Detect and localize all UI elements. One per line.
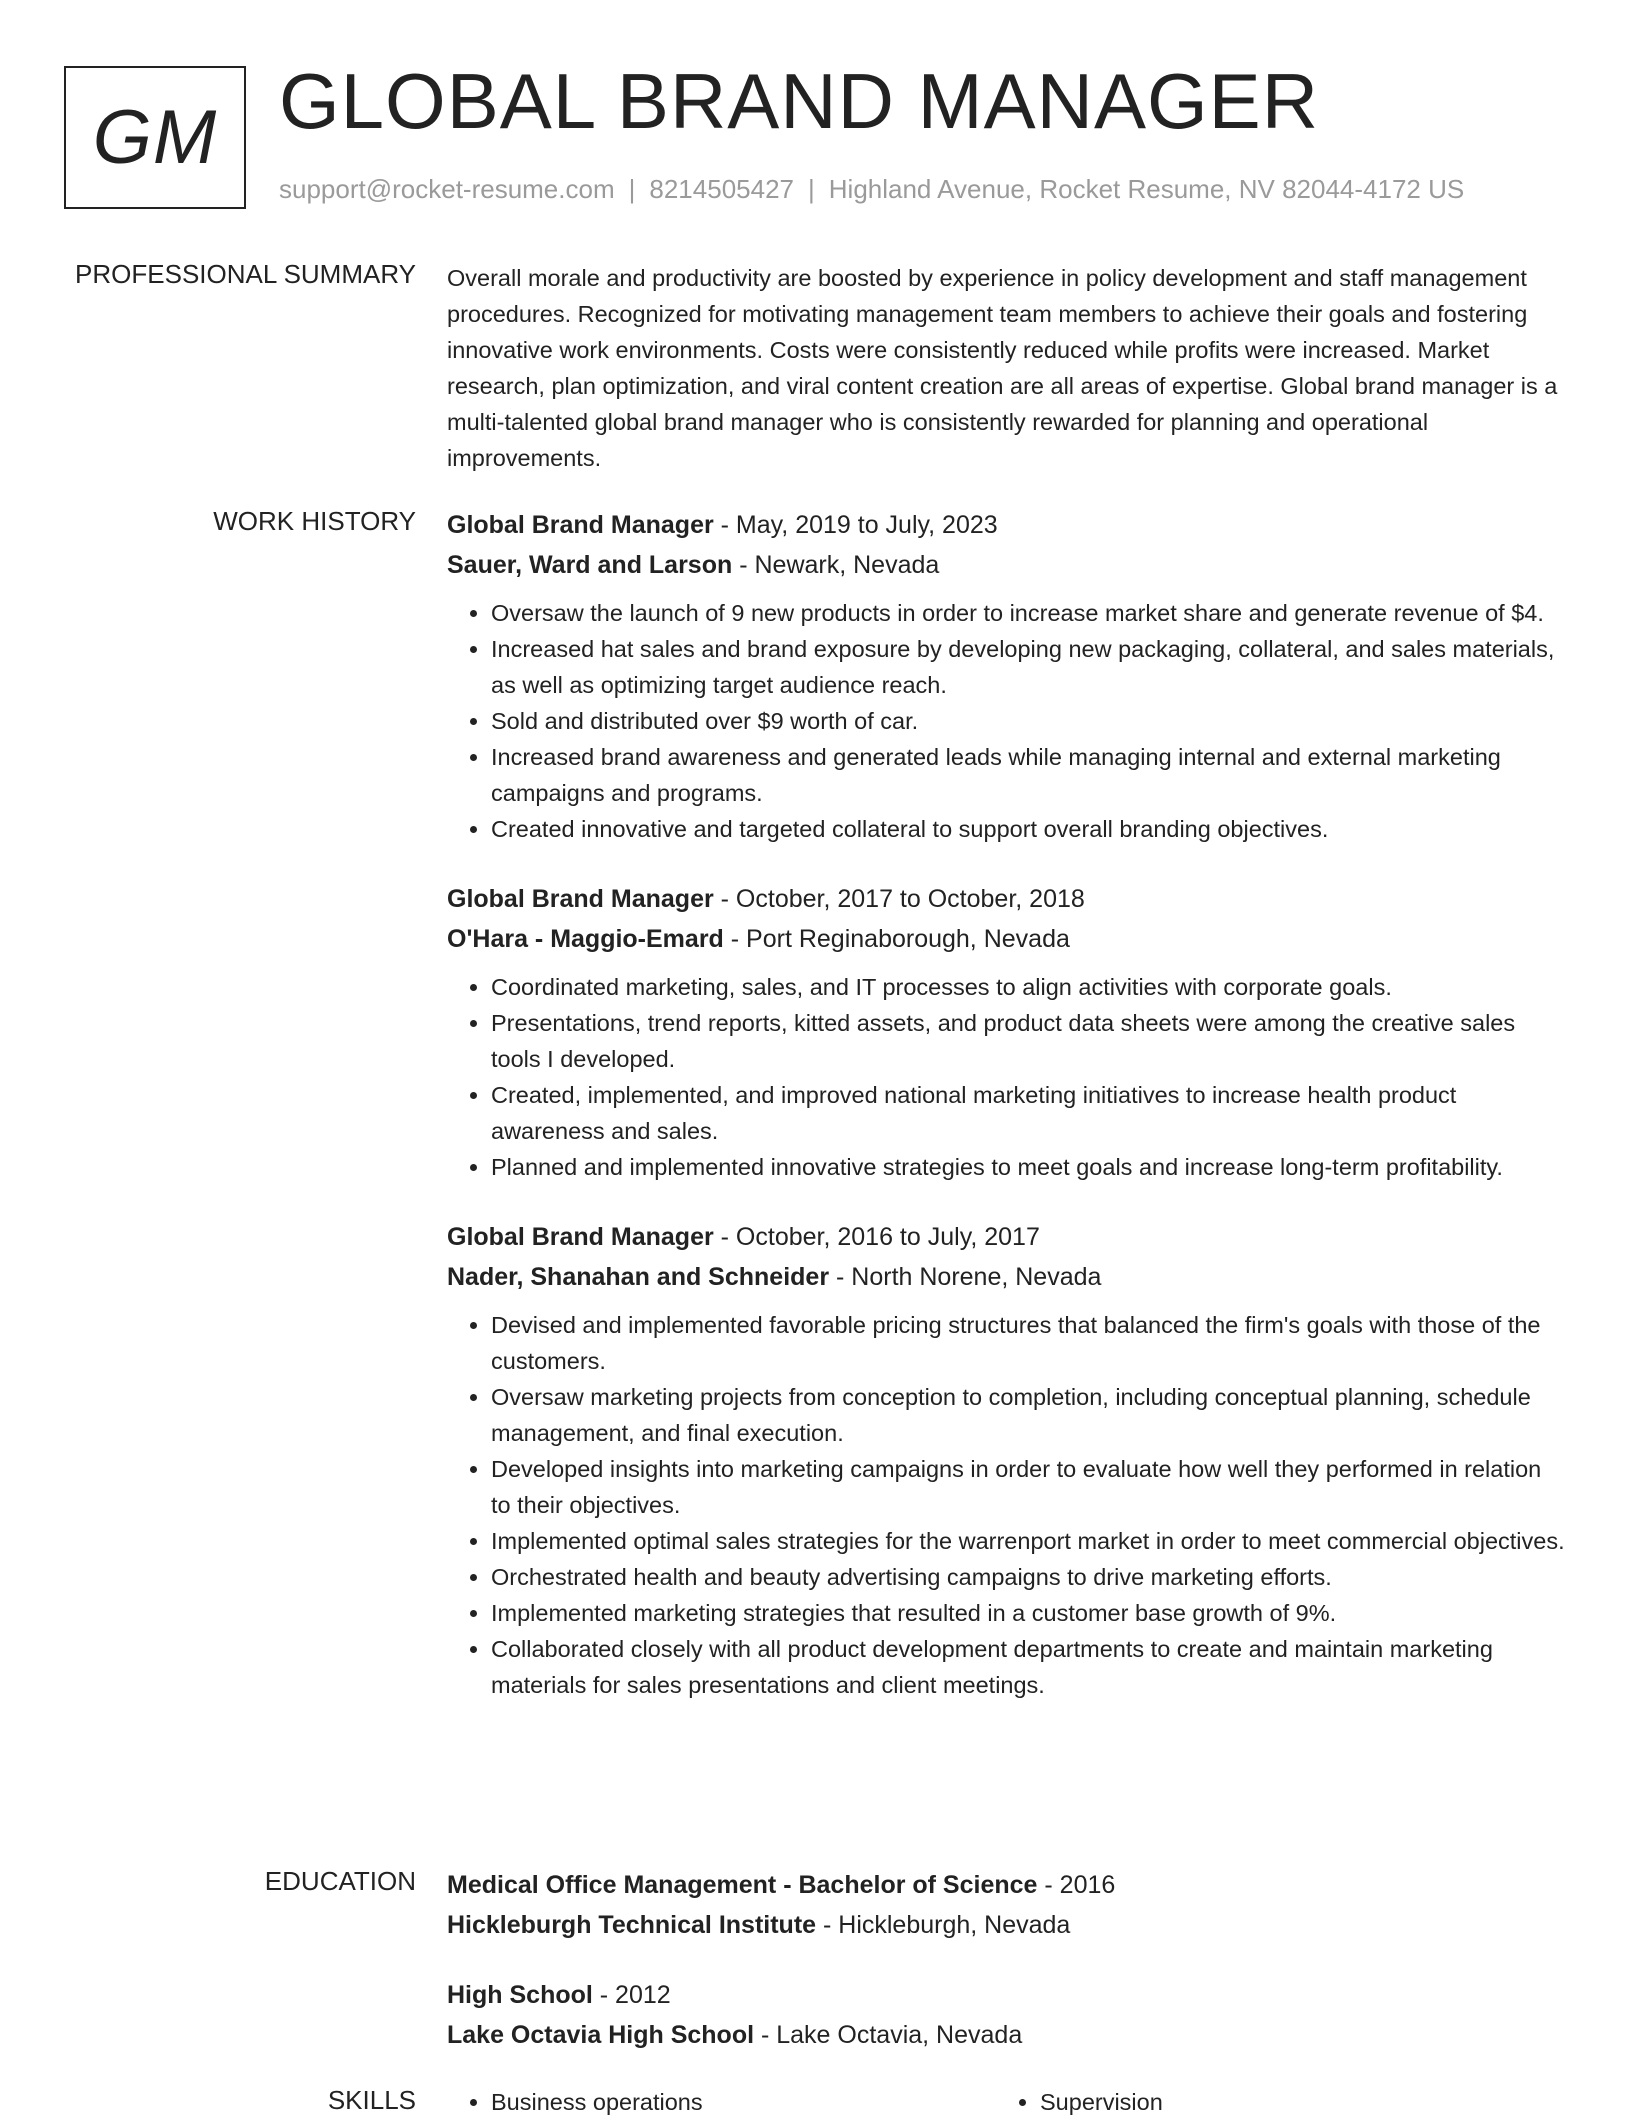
education-degree-line bbox=[447, 1865, 1567, 1905]
job-bullet: • Sold and distributed over $9 worth of car. bbox=[491, 703, 1567, 739]
job-bullets bbox=[447, 1307, 1567, 1703]
education-entry bbox=[447, 1975, 1567, 2055]
contact-separator: | bbox=[808, 174, 815, 204]
job-bullet: • Planned and implemented innovative strategies to meet goals and increase long-term profitability. bbox=[491, 1149, 1567, 1185]
job-bullet: • Increased hat sales and brand exposure by developing new packaging, collateral, and sales materials, as well as optimizing target audience reach. bbox=[491, 631, 1567, 703]
job-entry bbox=[447, 1217, 1567, 1703]
job-title: Global Brand Manager bbox=[447, 1223, 714, 1251]
job-dates: - May, 2019 to July, 2023 bbox=[713, 511, 998, 539]
contact-separator: | bbox=[628, 174, 636, 204]
job-bullet: • Developed insights into marketing campaigns in order to evaluate how well they performed in relation to their objectives. bbox=[491, 1451, 1567, 1523]
contact-address: Highland Avenue, Rocket Resume, NV 82044-4172 US bbox=[828, 174, 1465, 204]
education-entry bbox=[447, 1865, 1567, 1945]
education-school-line bbox=[447, 1905, 1567, 1945]
job-bullet: • Implemented optimal sales strategies for the warrenport market in order to meet commercial objectives. bbox=[491, 1523, 1567, 1559]
job-bullet: • Devised and implemented favorable pricing structures that balanced the firm's goals with those of the customers. bbox=[491, 1307, 1567, 1379]
education-year: - 2016 bbox=[1037, 1871, 1116, 1899]
job-bullets bbox=[447, 969, 1567, 1185]
contact-phone: 8214505427 bbox=[649, 174, 794, 204]
job-company-line bbox=[447, 1257, 1567, 1297]
job-entry bbox=[447, 879, 1567, 1185]
education-heading: EDUCATION bbox=[264, 1866, 416, 1896]
skill-item: • Business operations bbox=[491, 2084, 996, 2120]
education-school: Hickleburgh Technical Institute bbox=[447, 1911, 817, 1939]
education-school-line bbox=[447, 2015, 1567, 2055]
job-dates: - October, 2016 to July, 2017 bbox=[713, 1223, 1040, 1251]
job-bullet: • Created innovative and targeted collateral to support overall branding objectives. bbox=[491, 811, 1567, 847]
education-degree: High School bbox=[447, 1981, 593, 2009]
job-title: Global Brand Manager bbox=[447, 885, 714, 913]
job-bullet: • Collaborated closely with all product development departments to create and maintain marketing materials for sales presentations and client meetings. bbox=[491, 1631, 1567, 1703]
education-degree: Medical Office Management - Bachelor of Science bbox=[447, 1871, 1038, 1899]
job-bullet: • Implemented marketing strategies that resulted in a customer base growth of 9%. bbox=[491, 1595, 1567, 1631]
skills-heading: SKILLS bbox=[327, 2085, 416, 2115]
education-school: Lake Octavia High School bbox=[447, 2021, 755, 2049]
education-year: - 2012 bbox=[592, 1981, 671, 2009]
skills-columns bbox=[447, 2084, 1567, 2120]
summary-text: Overall morale and productivity are boosted by experience in policy development and staff management procedures. Recognized for motivating management team members to achieve their goals and fostering innovative work environments. Costs were consistently reduced while profits were increased. Market research, plan optimization, and viral content creation are all areas of expertise. Global brand manager is a multi-talented global brand manager who is consistently rewarded for planning and operational improvements. bbox=[447, 265, 1558, 471]
job-title: Global Brand Manager bbox=[447, 511, 714, 539]
job-company: Nader, Shanahan and Schneider bbox=[447, 1263, 830, 1291]
contact-email: support@rocket-resume.com bbox=[279, 174, 615, 204]
skill-item: • Supervision bbox=[1040, 2084, 1545, 2120]
summary-heading: PROFESSIONAL SUMMARY bbox=[75, 259, 416, 289]
job-company-line bbox=[447, 919, 1567, 959]
job-company: O'Hara - Maggio-Emard bbox=[447, 925, 724, 953]
job-title-line bbox=[447, 505, 1567, 545]
education-location: - Hickleburgh, Nevada bbox=[816, 1911, 1071, 1939]
job-bullet: • Created, implemented, and improved national marketing initiatives to increase health product awareness and sales. bbox=[491, 1077, 1567, 1149]
job-bullets bbox=[447, 595, 1567, 847]
monogram: GM bbox=[64, 66, 246, 209]
job-bullet: • Oversaw the launch of 9 new products in order to increase market share and generate revenue of $4. bbox=[491, 595, 1567, 631]
job-location: - Port Reginaborough, Nevada bbox=[723, 925, 1070, 953]
job-title-line bbox=[447, 879, 1567, 919]
contact-line bbox=[279, 174, 1464, 205]
work-history-heading: WORK HISTORY bbox=[213, 506, 416, 536]
job-bullet: • Presentations, trend reports, kitted assets, and product data sheets were among the creative sales tools I developed. bbox=[491, 1005, 1567, 1077]
job-bullet: • Oversaw marketing projects from conception to completion, including conceptual planning, schedule management, and final execution. bbox=[491, 1379, 1567, 1451]
job-dates: - October, 2017 to October, 2018 bbox=[713, 885, 1085, 913]
education-location: - Lake Octavia, Nevada bbox=[754, 2021, 1023, 2049]
job-title-line bbox=[447, 1217, 1567, 1257]
page-title: GLOBAL BRAND MANAGER bbox=[279, 57, 1320, 145]
job-location: - North Norene, Nevada bbox=[829, 1263, 1102, 1291]
skills-list-right bbox=[996, 2084, 1545, 2120]
education-degree-line bbox=[447, 1975, 1567, 2015]
job-bullet: • Coordinated marketing, sales, and IT processes to align activities with corporate goals. bbox=[491, 969, 1567, 1005]
skills-list-left bbox=[447, 2084, 996, 2120]
job-bullet: • Orchestrated health and beauty advertising campaigns to drive marketing efforts. bbox=[491, 1559, 1567, 1595]
job-entry bbox=[447, 505, 1567, 847]
job-company: Sauer, Ward and Larson bbox=[447, 551, 733, 579]
job-company-line bbox=[447, 545, 1567, 585]
job-bullet: • Increased brand awareness and generated leads while managing internal and external marketing campaigns and programs. bbox=[491, 739, 1567, 811]
job-location: - Newark, Nevada bbox=[732, 551, 940, 579]
